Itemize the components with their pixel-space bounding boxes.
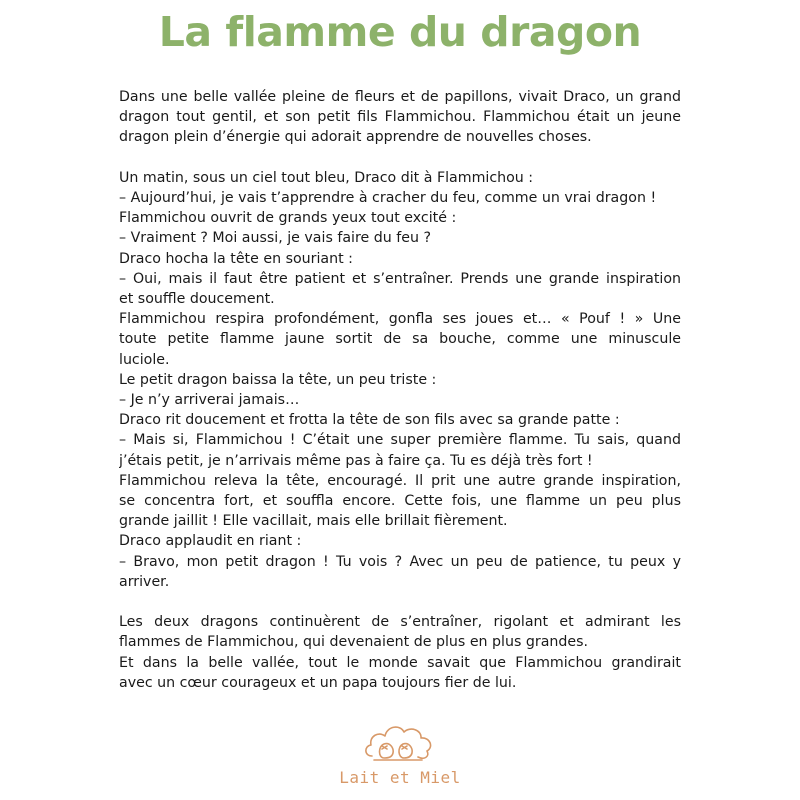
text-line: Draco applaudit en riant : bbox=[119, 533, 302, 550]
text-line: Flammichou ouvrit de grands yeux tout excité : bbox=[119, 210, 457, 227]
brand-name: Lait et Miel bbox=[339, 768, 461, 787]
text-line: Flammichou respira profondément, gonfla ses joues et… « Pouf ! » Une bbox=[119, 311, 681, 328]
text-line: – Vraiment ? Moi aussi, je vais faire du feu ? bbox=[119, 230, 432, 247]
text-line: Draco hocha la tête en souriant : bbox=[119, 250, 353, 267]
text-line: j’étais petit, je n’arrivais même pas à faire ça. Tu es déjà très fort ! bbox=[119, 452, 593, 469]
text-line: – Bravo, mon petit dragon ! Tu vois ? Avec un peu de patience, tu peux y bbox=[119, 553, 681, 570]
text-line: grande jaillit ! Elle vacillait, mais elle brillait fièrement. bbox=[119, 513, 508, 530]
text-line: Flammichou releva la tête, encouragé. Il prit une autre grande inspiration, bbox=[119, 472, 681, 489]
text-line: luciole. bbox=[119, 351, 170, 368]
text-line: dragon plein d’énergie qui adorait apprendre de nouvelles choses. bbox=[119, 129, 592, 146]
text-line: avec un cœur courageux et un papa toujours fier de lui. bbox=[119, 674, 517, 691]
text-line: Dans une belle vallée pleine de fleurs et de papillons, vivait Draco, un grand bbox=[119, 89, 681, 105]
text-line: – Je n’y arriverai jamais… bbox=[119, 392, 300, 409]
text-line: Et dans la belle vallée, tout le monde savait que Flammichou grandirait bbox=[119, 654, 681, 671]
text-line: flammes de Flammichou, qui devenaient de plus en plus grandes. bbox=[119, 634, 589, 651]
text-line: – Mais si, Flammichou ! C’était une super première flamme. Tu sais, quand bbox=[119, 432, 681, 449]
brand-logo bbox=[0, 716, 800, 787]
text-line: Les deux dragons continuèrent de s’entraîner, rigolant et admirant les bbox=[119, 614, 681, 631]
paragraph-intro bbox=[119, 87, 681, 148]
text-line: toute petite flamme jaune sortit de sa bouche, comme une minuscule bbox=[119, 331, 681, 348]
text-line: se concentra fort, et souffla encore. Cette fois, une flamme un peu plus bbox=[119, 493, 681, 510]
text-line: – Aujourd’hui, je vais t’apprendre à cracher du feu, comme un vrai dragon ! bbox=[119, 190, 657, 206]
story-text bbox=[119, 87, 681, 693]
baby-booties-logo-icon bbox=[360, 716, 440, 764]
paragraph-ending bbox=[119, 612, 681, 693]
text-line: dragon tout gentil, et son petit fils Flammichou. Flammichou était un jeune bbox=[119, 109, 681, 126]
text-line: Draco rit doucement et frotta la tête de son fils avec sa grande patte : bbox=[119, 412, 620, 429]
text-line: arriver. bbox=[119, 573, 170, 590]
paragraph-dialogue bbox=[119, 168, 681, 592]
story-title: La flamme du dragon bbox=[158, 8, 642, 56]
text-line: Le petit dragon baissa la tête, un peu triste : bbox=[119, 371, 437, 388]
text-line: – Oui, mais il faut être patient et s’entraîner. Prends une grande inspiration bbox=[119, 270, 681, 287]
text-line: Un matin, sous un ciel tout bleu, Draco dit à Flammichou : bbox=[119, 169, 534, 186]
text-line: et souffle doucement. bbox=[119, 291, 275, 308]
